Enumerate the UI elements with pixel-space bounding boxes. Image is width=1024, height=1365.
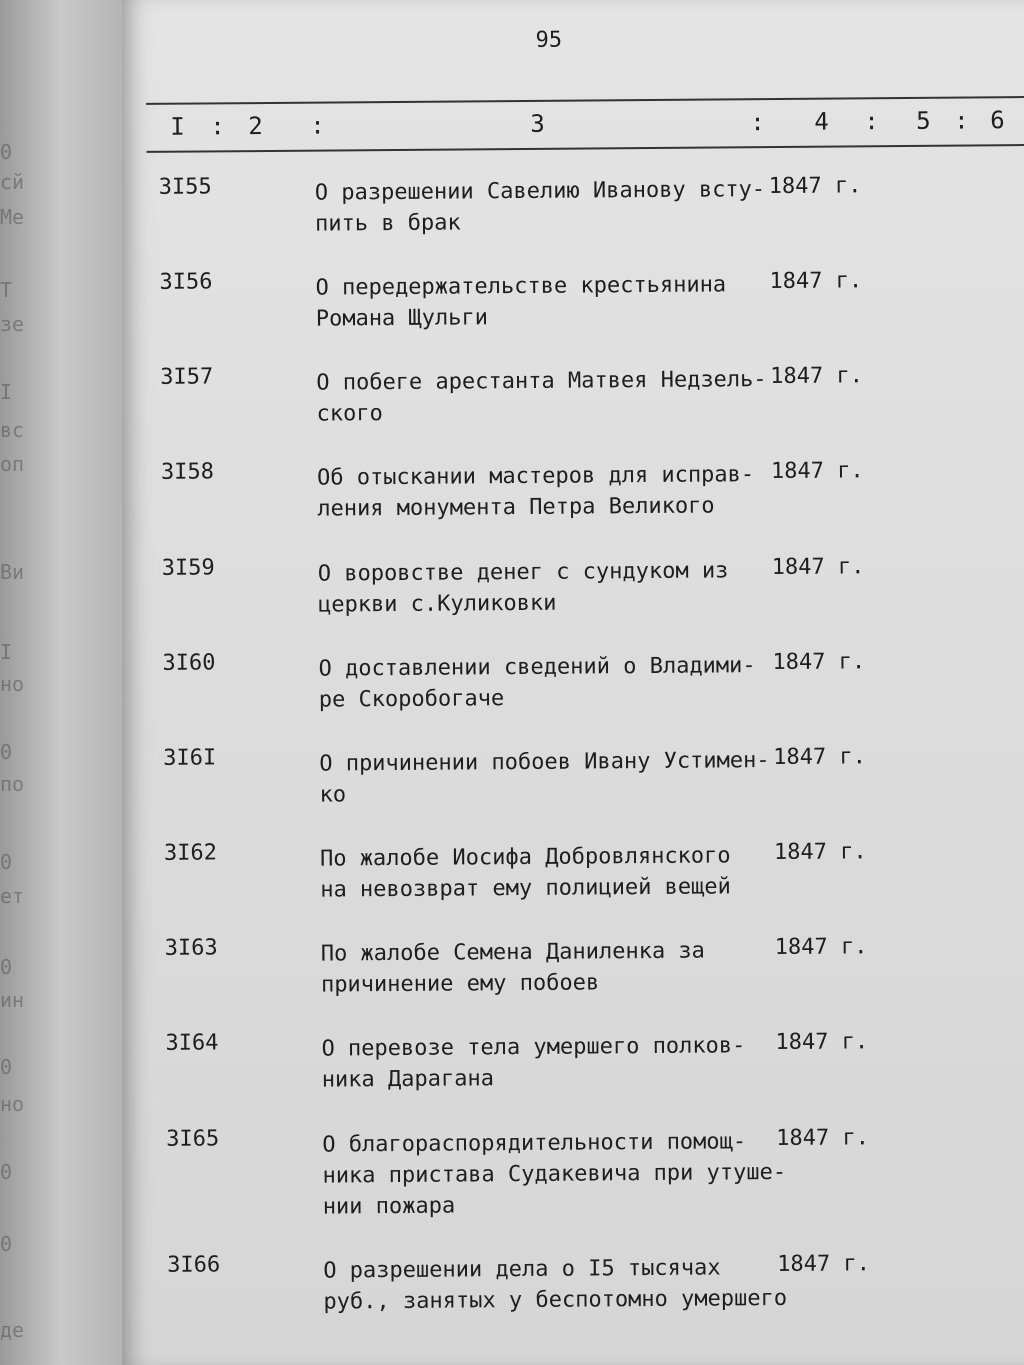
entry-title: О перевозе тела умершего полков- ника Дарагана bbox=[321, 1033, 746, 1093]
left-page-fragment: 0 bbox=[0, 1160, 13, 1184]
entry-number: 3I6I bbox=[163, 745, 217, 771]
header-col-5: 5 bbox=[916, 106, 931, 135]
entry-title: О благораспорядительности помощ- ника пристава Судакевича при утуше- нии пожара bbox=[322, 1129, 787, 1220]
header-col-6: 6 bbox=[990, 106, 1005, 135]
left-page-fragment: зе bbox=[0, 312, 25, 336]
entry-number: 3I65 bbox=[166, 1126, 220, 1152]
header-separator: : bbox=[750, 108, 765, 137]
header-separator: : bbox=[310, 111, 325, 140]
left-page-fragment: но bbox=[0, 1092, 25, 1116]
entry-row bbox=[125, 929, 1024, 1016]
entry-title: О воровстве денег с сундуком из церкви с.Куликовки bbox=[317, 558, 729, 618]
entry-title: О разрешении дела о I5 тысячах руб., занятых у беспотомно умершего bbox=[323, 1255, 788, 1315]
left-page-fragment: 0 bbox=[0, 955, 13, 979]
header-col-2: 2 bbox=[248, 112, 263, 141]
entry-row bbox=[127, 1246, 1024, 1333]
entry-number: 3I66 bbox=[167, 1252, 221, 1278]
entry-year: 1847 г. bbox=[772, 649, 866, 676]
header-col-4: 4 bbox=[814, 107, 829, 136]
header-separator: : bbox=[954, 106, 969, 135]
header-separator: : bbox=[210, 112, 225, 141]
entry-number: 3I64 bbox=[165, 1030, 219, 1056]
document-page bbox=[122, 0, 1024, 1365]
left-page-fragment: де bbox=[0, 1318, 25, 1342]
left-page-fragment: Ви bbox=[0, 560, 25, 584]
entry-number: 3I63 bbox=[164, 935, 218, 961]
entry-row bbox=[122, 453, 1023, 540]
left-page-fragment: оп bbox=[0, 452, 25, 476]
entry-title: О доставлении сведений о Владими- ре Скоробогаче bbox=[318, 653, 756, 713]
left-page-fragment: ин bbox=[0, 988, 25, 1012]
header-top-rule bbox=[146, 96, 1024, 105]
left-page-fragment: 0 bbox=[0, 740, 13, 764]
entry-year: 1847 г. bbox=[773, 744, 867, 771]
left-page-fragment: Ме bbox=[0, 205, 25, 229]
entry-title: О передержательстве крестьянина Романа Щульги bbox=[315, 272, 727, 332]
entry-row bbox=[122, 358, 1023, 445]
entry-year: 1847 г. bbox=[769, 268, 863, 295]
left-page-fragment: 0 bbox=[0, 850, 13, 874]
entry-number: 3I55 bbox=[158, 174, 212, 200]
entry-row bbox=[122, 549, 1024, 636]
left-facing-page bbox=[0, 0, 122, 1365]
entry-number: 3I56 bbox=[159, 269, 213, 295]
entry-row bbox=[122, 168, 1021, 255]
left-page-fragment: ет bbox=[0, 884, 25, 908]
entry-title: О побеге арестанта Матвея Недзель- ского bbox=[316, 367, 767, 427]
entry-row bbox=[126, 1120, 1024, 1237]
entry-year: 1847 г. bbox=[768, 173, 862, 200]
entry-title: По жалобе Семена Даниленка за причинение ему побоев bbox=[320, 938, 705, 998]
entry-row bbox=[125, 1024, 1024, 1111]
entry-row bbox=[124, 834, 1024, 921]
left-page-fragment: вс bbox=[0, 418, 25, 442]
header-col-3: 3 bbox=[530, 109, 545, 138]
entry-title: О разрешении Савелию Иванову всту- пить в брак bbox=[314, 177, 766, 237]
left-page-fragment: по bbox=[0, 772, 25, 796]
left-page-fragment: I bbox=[0, 380, 13, 404]
entry-title: О причинении побоев Ивану Устимен- ко bbox=[319, 748, 770, 808]
left-page-fragment: 0 bbox=[0, 1055, 13, 1079]
left-page-fragment: Т bbox=[0, 278, 13, 302]
entry-title: По жалобе Иосифа Добровлянского на невозврат ему полицией вещей bbox=[319, 843, 731, 903]
entry-number: 3I60 bbox=[162, 650, 216, 676]
entry-year: 1847 г. bbox=[771, 554, 865, 581]
left-page-fragment: 0 bbox=[0, 1232, 13, 1256]
left-page-fragment: 0 bbox=[0, 140, 13, 164]
page-number: 95 bbox=[535, 27, 563, 53]
entry-year: 1847 г. bbox=[776, 1125, 870, 1152]
entry-year: 1847 г. bbox=[770, 458, 864, 485]
entry-number: 3I57 bbox=[160, 364, 214, 390]
header-col-1: I bbox=[170, 112, 185, 141]
entry-year: 1847 г. bbox=[774, 934, 868, 961]
page-content bbox=[122, 0, 1024, 1365]
left-page-fragment: I bbox=[0, 640, 13, 664]
entry-title: Об отыскании мастеров для исправ- ления монумента Петра Великого bbox=[316, 462, 755, 522]
entry-year: 1847 г. bbox=[773, 839, 867, 866]
entry-year: 1847 г. bbox=[775, 1029, 869, 1056]
left-page-fragment: сй bbox=[0, 170, 25, 194]
entry-row bbox=[123, 739, 1024, 826]
entry-number: 3I58 bbox=[160, 459, 215, 485]
entry-year: 1847 г. bbox=[770, 363, 864, 390]
entry-row bbox=[122, 263, 1022, 350]
header-bottom-rule bbox=[146, 144, 1024, 153]
entry-number: 3I59 bbox=[161, 555, 215, 581]
left-page-fragment: но bbox=[0, 672, 25, 696]
header-separator: : bbox=[864, 107, 879, 136]
entry-year: 1847 г. bbox=[777, 1251, 871, 1278]
entry-row bbox=[122, 644, 1024, 731]
entry-number: 3I62 bbox=[163, 840, 218, 866]
